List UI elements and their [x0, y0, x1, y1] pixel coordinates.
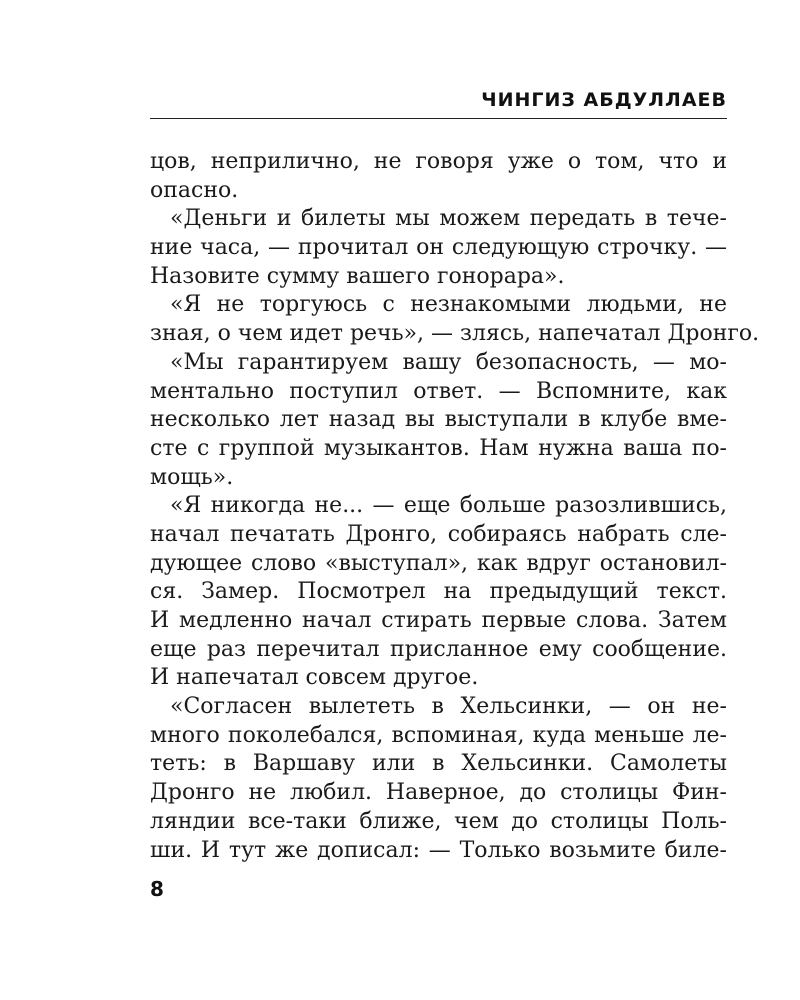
- text-line: цов, неприлично, не говоря уже о том, что и: [150, 149, 727, 174]
- text-line: теть: в Варшаву или в Хельсинки. Самолеты: [150, 751, 727, 777]
- text-line: ние часа, — прочитал он следующую строчку. —: [150, 235, 727, 261]
- text-line: Назовите сумму вашего гонорара».: [150, 263, 565, 289]
- text-line: И напечатал совсем другое.: [150, 665, 479, 691]
- page-number: 8: [150, 877, 164, 901]
- text-line: сте с группой музыкантов. Нам нужна ваша по-: [150, 435, 727, 461]
- text-line: начал печатать Дронго, собираясь набрать сле-: [150, 521, 727, 547]
- text-line: несколько лет назад вы выступали в клубе вме-: [150, 407, 727, 433]
- paragraph: [150, 492, 727, 693]
- body-text: [150, 148, 760, 865]
- text-line: ментально поступил ответ. — Вспомните, как: [150, 378, 727, 404]
- text-line: Дронго не любил. Наверное, до столицы Фин-: [150, 780, 727, 806]
- paragraph: [150, 205, 727, 291]
- text-line: много поколебался, вспоминая, куда меньше ле-: [150, 722, 727, 748]
- paragraph: [150, 693, 727, 865]
- header-divider: [150, 118, 727, 119]
- text-line: мощь».: [150, 464, 234, 490]
- text-line: ляндии все-таки ближе, чем до столицы Поль-: [150, 808, 727, 834]
- paragraph: [150, 148, 727, 205]
- text-line: еще раз перечитал присланное ему сообщение.: [150, 636, 727, 662]
- paragraph: [150, 291, 760, 348]
- text-line: «Согласен вылететь в Хельсинки, — он не-: [170, 694, 727, 720]
- text-line: ши. И тут же дописал: — Только возьмите биле-: [150, 837, 727, 863]
- text-line: опасно.: [150, 177, 239, 203]
- text-line: ся. Замер. Посмотрел на предыдущий текст.: [150, 579, 727, 605]
- text-line: «Я никогда не... — еще больше разозлившись,: [170, 493, 727, 519]
- text-line: И медленно начал стирать первые слова. Затем: [150, 608, 727, 633]
- running-header-author: ЧИНГИЗ АБДУЛЛАЕВ: [481, 89, 727, 111]
- text-line: зная, о чем идет речь», — злясь, напечатал Дронго.: [150, 321, 760, 347]
- text-line: «Мы гарантируем вашу безопасность, — мо-: [170, 349, 727, 375]
- text-line: дующее слово «выступал», как вдруг остановил-: [150, 550, 727, 576]
- text-line: «Я не торгуюсь с незнакомыми людьми, не: [170, 292, 727, 318]
- paragraph: [150, 349, 727, 492]
- text-line: «Деньги и билеты мы можем передать в тече-: [170, 206, 727, 232]
